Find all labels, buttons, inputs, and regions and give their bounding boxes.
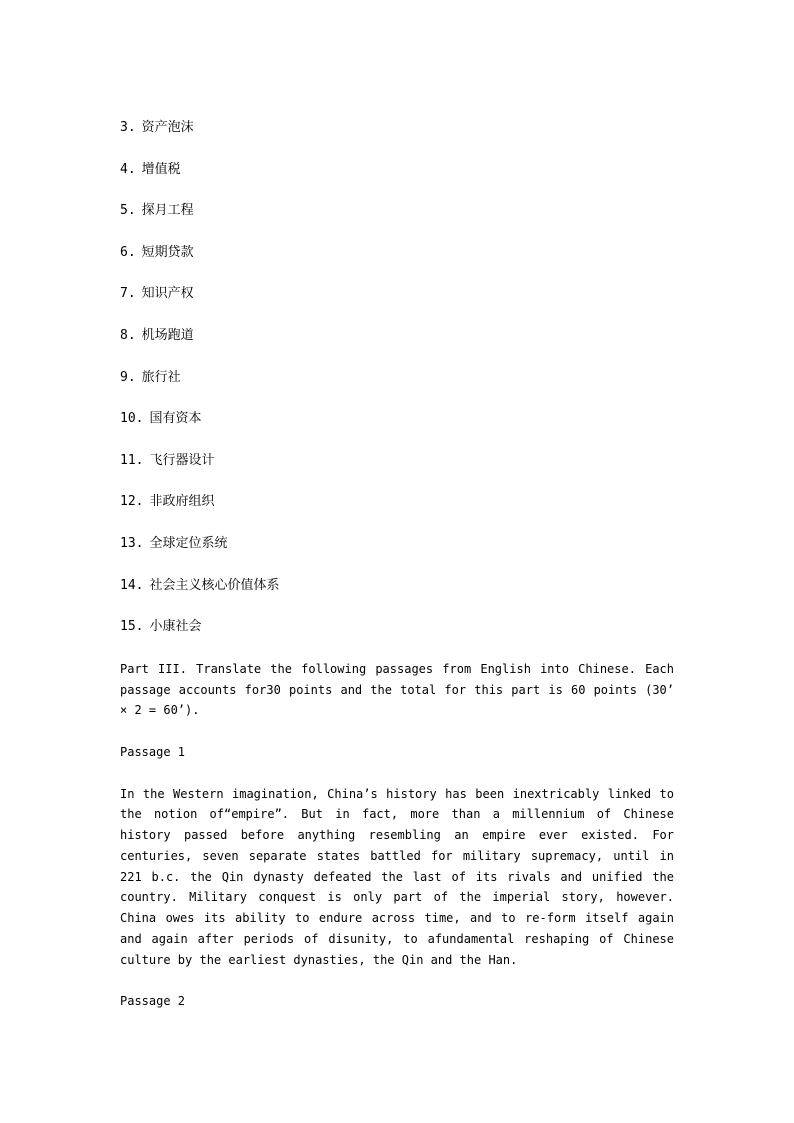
list-item — [120, 160, 674, 202]
term-text: 社会主义核心价值体系 — [149, 577, 280, 593]
term-text: 国有资本 — [149, 411, 202, 427]
list-item — [120, 284, 674, 326]
term-text: 探月工程 — [141, 203, 194, 219]
passage-2-label: Passage 2 — [120, 994, 186, 1009]
term-number: 7. — [120, 286, 136, 302]
list-item — [120, 368, 674, 410]
document-content — [120, 118, 674, 1033]
term-number: 3. — [120, 120, 136, 135]
term-text: 非政府组织 — [149, 494, 215, 510]
list-item — [120, 118, 674, 160]
term-text: 小康社会 — [149, 619, 202, 635]
list-item — [120, 617, 674, 659]
list-item — [120, 576, 674, 618]
list-item — [120, 534, 674, 576]
term-number: 6. — [120, 244, 136, 260]
term-text: 机场跑道 — [141, 327, 194, 343]
term-number: 12. — [120, 494, 144, 510]
list-item — [120, 326, 674, 368]
term-text: 短期贷款 — [141, 244, 194, 260]
term-number: 8. — [120, 327, 136, 343]
part-three-instructions: Part III. Translate the following passages from English into Chinese. Each passage accounts for30 points and the total for this part is 60 points (30’ × 2 = 60’). — [120, 661, 674, 718]
term-text: 旅行社 — [141, 369, 181, 385]
term-text: 全球定位系统 — [149, 535, 228, 551]
term-list — [120, 118, 674, 659]
term-number: 15. — [120, 619, 144, 635]
term-number: 10. — [120, 411, 144, 427]
list-item — [120, 492, 674, 534]
list-item — [120, 201, 674, 243]
term-number: 5. — [120, 203, 136, 219]
term-text: 增值税 — [141, 161, 181, 177]
passage-1-label: Passage 1 — [120, 744, 186, 759]
list-item — [120, 243, 674, 285]
term-number: 4. — [120, 161, 136, 177]
term-number: 14. — [120, 577, 144, 593]
passage-1-text: In the Western imagination, China’s history has been inextricably linked to the notion of“empire”. But in fact, more than a millennium of Chinese history passed before anything resembling an empire ever existed. For centuries, seven separate states battled for military supremacy, until in 221 b.c. the Qin dynasty defeated the last of its rivals and unified the country. Military conquest is only part of the imperial story, however. China owes its ability to endure across time, and to re-form itself again and again after periods of disunity, to afundamental reshaping of Chinese culture by the earliest dynasties, the Qin and the Han. — [120, 786, 674, 967]
term-text: 资产泡沫 — [141, 120, 194, 135]
term-number: 13. — [120, 535, 144, 551]
term-text: 飞行器设计 — [149, 452, 215, 468]
term-number: 9. — [120, 369, 136, 385]
list-item — [120, 451, 674, 493]
term-text: 知识产权 — [141, 286, 194, 302]
term-number: 11. — [120, 452, 144, 468]
list-item — [120, 409, 674, 451]
